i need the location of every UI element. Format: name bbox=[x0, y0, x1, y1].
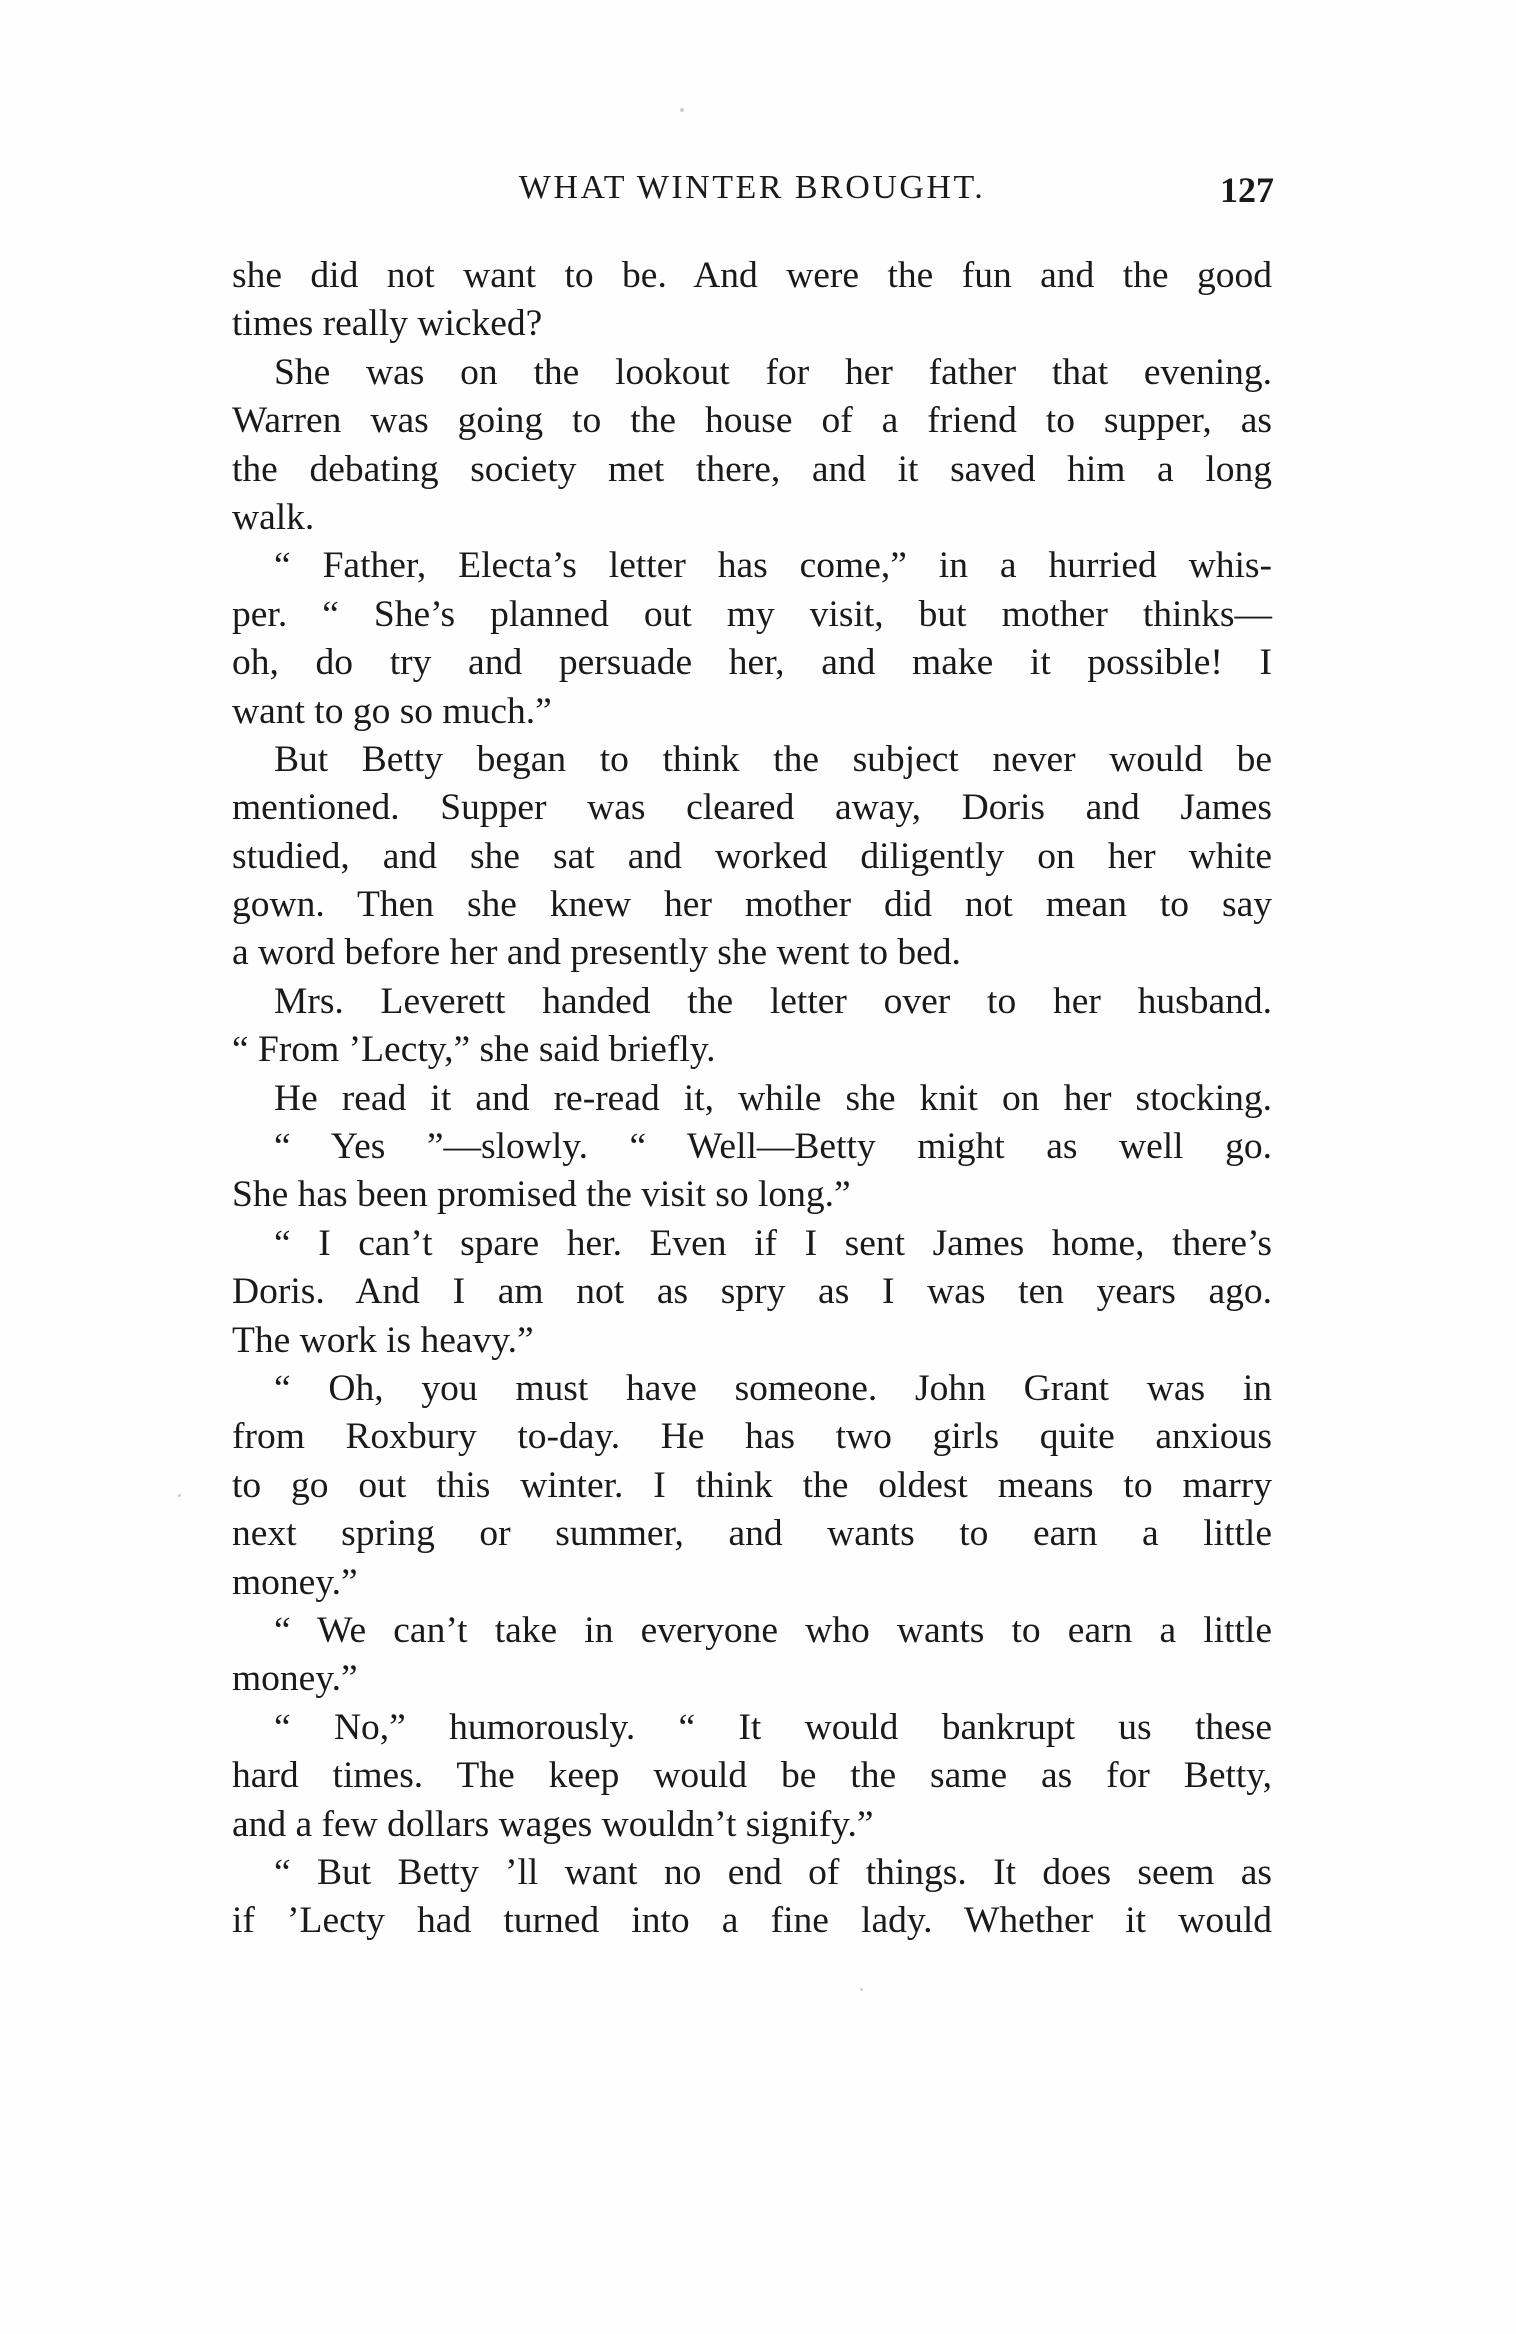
text-line: “ Oh, you must have someone. John Grant was in bbox=[274, 1367, 1272, 1409]
text-line: He read it and re-read it, while she knit on her stocking. bbox=[274, 1077, 1272, 1119]
text-line: Warren was going to the house of a friend to supper, as bbox=[232, 400, 1272, 442]
text-line: money.” bbox=[232, 1658, 358, 1700]
text-line: next spring or summer, and wants to earn a little bbox=[232, 1513, 1272, 1555]
text-line: times really wicked? bbox=[232, 303, 543, 345]
body-text bbox=[232, 252, 1272, 1946]
text-line: a word before her and presently she went to bed. bbox=[232, 932, 961, 974]
running-title: WHAT WINTER BROUGHT. bbox=[518, 169, 986, 206]
text-line: hard times. The keep would be the same as for Betty, bbox=[232, 1755, 1272, 1797]
text-line: The work is heavy.” bbox=[232, 1319, 534, 1361]
paper-speck bbox=[680, 108, 684, 112]
text-line: to go out this winter. I think the oldest means to marry bbox=[232, 1464, 1272, 1506]
text-line: mentioned. Supper was cleared away, Doris and James bbox=[232, 787, 1272, 829]
text-line: she did not want to be. And were the fun and the good bbox=[232, 255, 1272, 296]
text-line: walk. bbox=[232, 496, 315, 538]
text-line: “ Yes ”—slowly. “ Well—Betty might as well go. bbox=[274, 1126, 1272, 1168]
text-line: But Betty began to think the subject never would be bbox=[274, 738, 1272, 780]
page-number: 127 bbox=[1220, 170, 1274, 210]
text-line: if ’Lecty had turned into a fine lady. Whether it would bbox=[232, 1900, 1272, 1942]
text-line: from Roxbury to-day. He has two girls quite anxious bbox=[232, 1416, 1272, 1458]
text-line: Doris. And I am not as spry as I was ten years ago. bbox=[232, 1271, 1272, 1313]
text-line: She has been promised the visit so long.” bbox=[232, 1174, 851, 1216]
text-line: gown. Then she knew her mother did not mean to say bbox=[232, 884, 1272, 926]
text-line: and a few dollars wages wouldn’t signify.” bbox=[232, 1803, 874, 1845]
text-line: “ I can’t spare her. Even if I sent James home, there’s bbox=[274, 1222, 1272, 1264]
text-line: the debating society met there, and it saved him a long bbox=[232, 448, 1272, 490]
text-line: Mrs. Leverett handed the letter over to her husband. bbox=[274, 980, 1272, 1022]
text-line: “ But Betty ’ll want no end of things. It does seem as bbox=[274, 1851, 1272, 1893]
paper-speck bbox=[178, 1494, 181, 1497]
text-line: money.” bbox=[232, 1561, 358, 1603]
text-line: “ From ’Lecty,” she said briefly. bbox=[232, 1029, 716, 1071]
running-head bbox=[232, 164, 1272, 212]
text-line: She was on the lookout for her father that evening. bbox=[274, 351, 1272, 393]
text-line: “ Father, Electa’s letter has come,” in a hurried whis- bbox=[274, 545, 1272, 587]
text-line: studied, and she sat and worked diligently on her white bbox=[232, 835, 1272, 877]
text-line: “ We can’t take in everyone who wants to earn a little bbox=[274, 1609, 1272, 1651]
text-line: want to go so much.” bbox=[232, 690, 552, 732]
text-line: “ No,” humorously. “ It would bankrupt us these bbox=[274, 1706, 1272, 1748]
text-line: oh, do try and persuade her, and make it possible! I bbox=[232, 642, 1272, 684]
paper-speck bbox=[860, 1988, 863, 1991]
text-line: per. “ She’s planned out my visit, but mother thinks— bbox=[232, 593, 1272, 635]
